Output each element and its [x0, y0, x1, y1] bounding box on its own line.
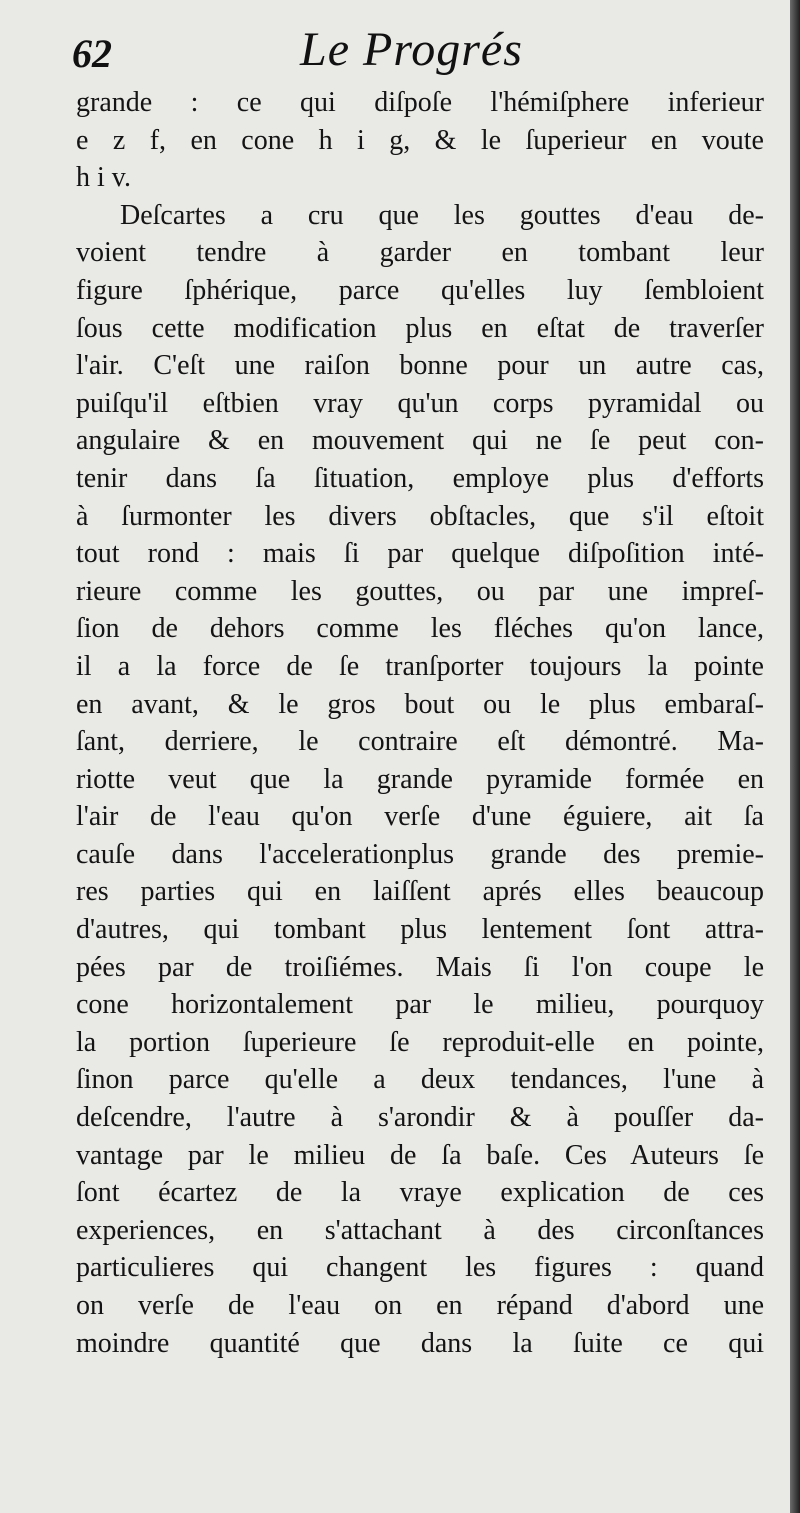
- text-line: ſant, derriere, le contraire eſt démontré. Ma-: [76, 726, 764, 758]
- text-line: moindre quantité que dans la ſuite ce qui: [76, 1327, 764, 1359]
- text-line: ſion de dehors comme les fléches qu'on lance,: [76, 613, 764, 645]
- body-text: [76, 84, 764, 1362]
- text-line: puiſqu'il eſtbien vray qu'un corps pyramidal ou: [76, 387, 764, 419]
- text-line: ſous cette modification plus en eſtat de traverſer: [76, 312, 764, 344]
- text-line: h i v.: [76, 162, 131, 194]
- text-line: ſont écartez de la vraye explication de ces: [76, 1177, 764, 1209]
- text-line: tenir dans ſa ſituation, employe plus d'efforts: [76, 462, 764, 494]
- text-line: on verſe de l'eau on en répand d'abord une: [76, 1290, 764, 1321]
- text-line: l'air de l'eau qu'on verſe d'une éguiere, ait ſa: [76, 801, 764, 833]
- text-line: l'air. C'eſt une raiſon bonne pour un autre cas,: [76, 350, 764, 382]
- text-line: vantage par le milieu de ſa baſe. Ces Auteurs ſe: [76, 1139, 764, 1171]
- text-line: voient tendre à garder en tombant leur: [76, 237, 764, 269]
- text-line: Deſcartes a cru que les gouttes d'eau de-: [120, 199, 764, 231]
- running-title: Le Progrés: [300, 23, 523, 76]
- text-line: deſcendre, l'autre à s'arondir & à pouſſer da-: [76, 1102, 764, 1134]
- text-line: experiences, en s'attachant à des circonſtances: [76, 1214, 764, 1246]
- text-line: en avant, & le gros bout ou le plus embaraſ-: [76, 688, 764, 720]
- text-line: grande : ce qui diſpoſe l'hémiſphere inferieur: [76, 87, 764, 118]
- page-header: [72, 20, 772, 84]
- text-line: cone horizontalement par le milieu, pourquoy: [76, 989, 764, 1021]
- text-line: riotte veut que la grande pyramide formée en: [76, 763, 764, 795]
- text-line: il a la force de ſe tranſporter toujours la pointe: [76, 650, 764, 682]
- text-line: e z f, en cone h i g, & le ſuperieur en voute: [76, 124, 764, 156]
- text-line: ſinon parce qu'elle a deux tendances, l'une à: [76, 1064, 764, 1096]
- text-line: à ſurmonter les divers obſtacles, que s'il eſtoit: [76, 500, 764, 532]
- text-line: res parties qui en laiſſent aprés elles beaucoup: [76, 876, 764, 908]
- text-line: d'autres, qui tombant plus lentement ſont attra-: [76, 914, 764, 946]
- text-line: rieure comme les gouttes, ou par une impreſ-: [76, 575, 764, 607]
- text-line: tout rond : mais ſi par quelque diſpoſition inté-: [76, 538, 764, 570]
- text-line: particulieres qui changent les figures : quand: [76, 1252, 764, 1284]
- text-line: angulaire & en mouvement qui ne ſe peut con-: [76, 425, 764, 457]
- text-line: pées par de troiſiémes. Mais ſi l'on coupe le: [76, 951, 764, 983]
- text-line: la portion ſuperieure ſe reproduit-elle en pointe,: [76, 1026, 764, 1058]
- text-line: figure ſphérique, parce qu'elles luy ſembloient: [76, 274, 764, 306]
- page-edge-shadow: [790, 0, 800, 1513]
- text-line: cauſe dans l'accelerationplus grande des premie-: [76, 838, 764, 870]
- page-number: 62: [72, 31, 112, 76]
